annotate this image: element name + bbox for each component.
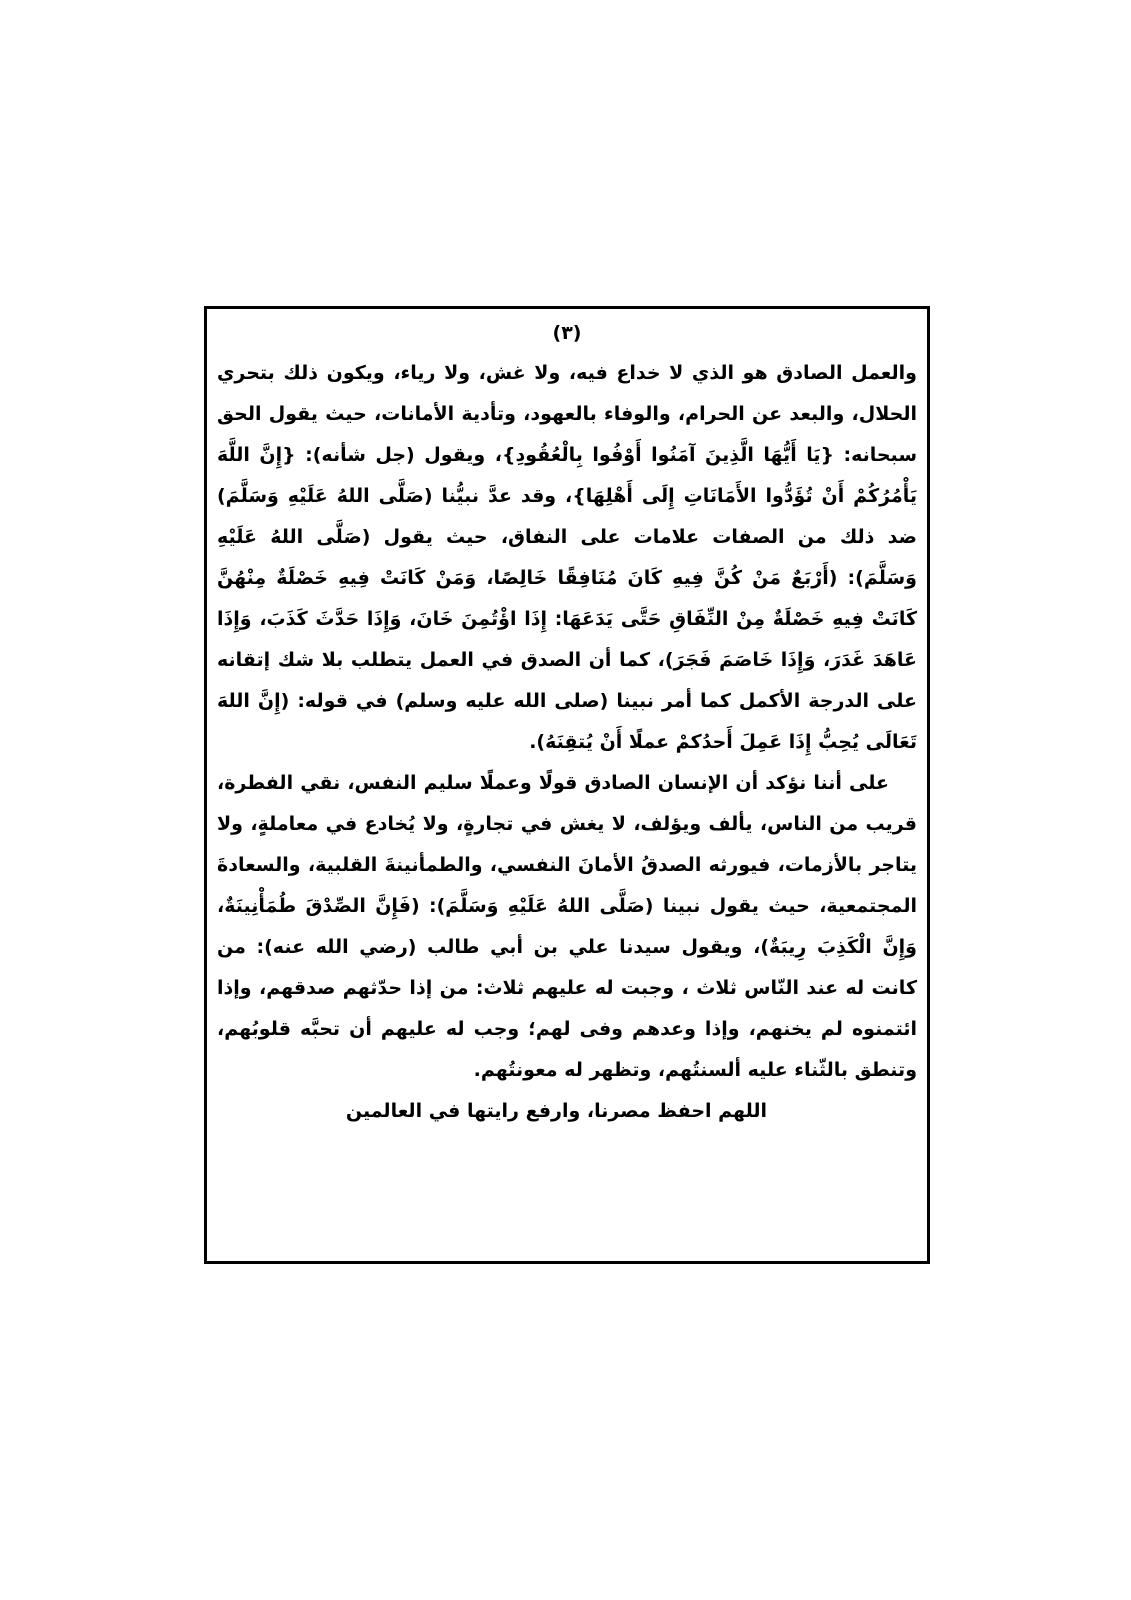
body-text xyxy=(217,353,917,1132)
paragraph-truthful-person: على أننا نؤكد أن الإنسان الصادق قولًا وعملًا سليم النفس، نقي الفطرة، قريب من الناس، يألف ويؤلف، لا يغش في تجارةٍ، ولا يُخادع في معاملةٍ، ولا يتاجر بالأزمات، فيورثه الصدقُ الأمانَ النفسي، والطمأنينةَ القلبية، والسعادةَ المجتمعية، حيث يقول نبينا (صَلَّى اللهُ عَلَيْهِ وَسَلَّمَ): (فَإِنَّ الصِّدْقَ طُمَأْنِينَةٌ، وَإِنَّ الْكَذِبَ رِيبَةٌ)، ويقول سيدنا علي بن أبي طالب (رضي الله عنه): من كانت له عند النّاس ثلاث ، وجبت له عليهم ثلاث: من إذا حدّثهم صدقهم، وإذا ائتمنوه لم يخنهم، وإذا وعدهم وفى لهم؛ وجب له عليهم أن تحبَّه قلوبُهم، وتنطق بالثّناء عليه ألسنتُهم، وتظهر له معونتُهم. xyxy=(217,772,917,1081)
page-number: (٣) xyxy=(552,322,582,344)
paragraph-truthful-work: والعمل الصادق هو الذي لا خداع فيه، ولا غش، ولا رياء، ويكون ذلك بتحري الحلال، والبعد عن الحرام، والوفاء بالعهود، وتأدية الأمانات، حيث يقول الحق سبحانه: {يَا أَيُّهَا الَّذِينَ آمَنُوا أَوْفُوا بِالْعُقُودِ}، ويقول (جل شأنه): {إِنَّ اللَّهَ يَأْمُرُكُمْ أَنْ تُؤَدُّوا الأَمَانَاتِ إِلَى أَهْلِهَا}، وقد عدَّ نبيُّنا (صَلَّى اللهُ عَلَيْهِ وَسَلَّمَ) ضد ذلك من الصفات علامات على النفاق، حيث يقول (صَلَّى اللهُ عَلَيْهِ وَسَلَّمَ): (أَرْبَعٌ مَنْ كُنَّ فِيهِ كَانَ مُنَافِقًا خَالِصًا، وَمَنْ كَانَتْ فِيهِ خَصْلَةٌ مِنْهُنَّ كَانَتْ فِيهِ خَصْلَةٌ مِنْ النِّفَاقِ حَتَّى يَدَعَهَا: إِذَا اؤْتُمِنَ خَانَ، وَإِذَا حَدَّثَ كَذَبَ، وَإِذَا عَاهَدَ غَدَرَ، وَإِذَا خَاصَمَ فَجَرَ)، كما أن الصدق في العمل يتطلب بلا شك إتقانه على الدرجة الأكمل كما أمر نبينا (صلى الله عليه وسلم) في قوله: (إِنَّ اللهَ تَعَالَى يُحِبُّ إِذَا عَمِلَ أَحدُكمْ عملًا أَنْ يُتقِنَهُ). xyxy=(217,362,917,753)
closing-prayer: اللهم احفظ مصرنا، وارفع رايتها في العالمين xyxy=(345,1100,767,1122)
page-frame xyxy=(204,306,930,1264)
